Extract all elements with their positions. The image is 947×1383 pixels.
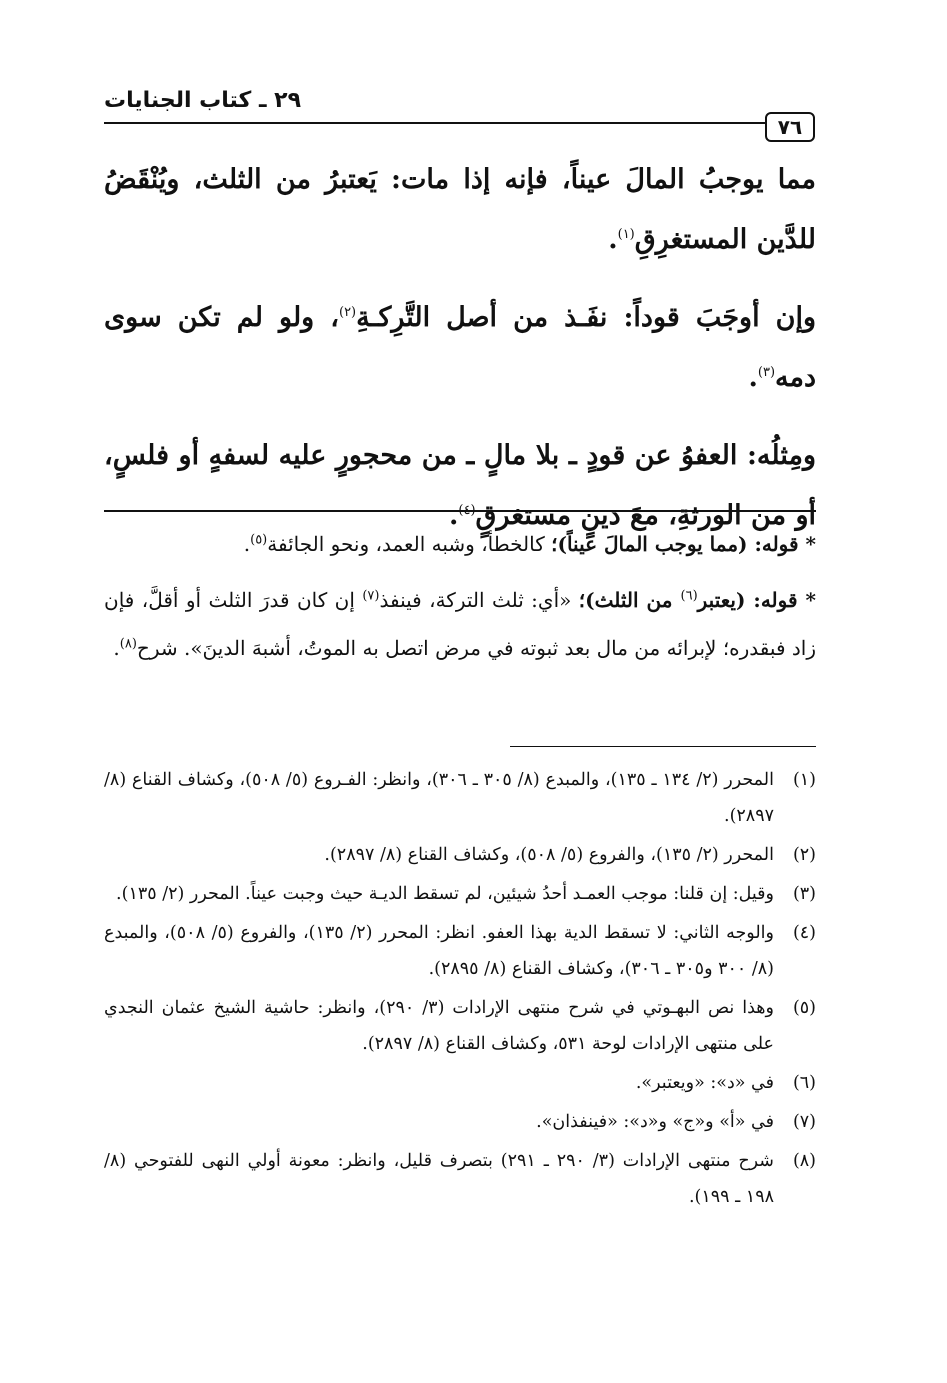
footnote-ref: (٢) [338,305,357,320]
footnotes [104,762,816,1218]
footnote-number: (٥) [792,998,816,1018]
footnote-text: شرح منتهى الإرادات (٣/ ٢٩٠ ـ ٢٩١) بتصرف قليل، وانظر: معونة أولي النهى للفتوحي (٨/ ١٩٨ ـ ١٩٩). [104,1151,774,1207]
commentary [104,520,816,672]
footnote-ref: (١) [617,227,635,242]
main-paragraph-1 [104,150,816,270]
footnote-text: في «د»: «ويعتبر». [635,1073,774,1093]
footnote [104,915,816,987]
footnote-ref: (٣) [757,365,776,380]
footnote-ref: (٨) [119,636,137,652]
footnote-number: (٢) [792,845,816,865]
footnote [104,762,816,834]
footnote-text: المحرر (٢/ ١٣٥)، والفروع (٥/ ٥٠٨)، وكشاف القناع (٨/ ٢٨٩٧). [324,845,774,865]
footnote-text: وهذا نص البهـوتي في شرح منتهى الإرادات (٣/ ٢٩٠)، وانظر: حاشية الشيخ عثمان النجدي على منتهى الإرادات لوحة ٥٣١، وكشاف القناع (٨/ ٢٨٩٧). [104,998,774,1054]
commentary-text: . [243,532,251,556]
main-text-span: ، ولو لم تكن سوى دمه [104,302,816,393]
main-paragraph-2 [104,288,816,408]
footnote [104,876,816,912]
footnote-text: المحرر (٢/ ١٣٤ ـ ١٣٥)، والمبدع (٨/ ٣٠٥ ـ ٣٠٦)، وانظر: الفـروع (٥/ ٥٠٨)، وكشاف القناع (٨/ ٢٨٩٧). [104,770,774,826]
footnote-number: (٦) [792,1073,816,1093]
commentary-lead: من الثلث)؛ [578,588,681,612]
header-rule [104,122,766,124]
footnote [104,1143,816,1215]
page-number: ٧٦ [765,112,815,142]
footnote-number: (٨) [792,1151,816,1171]
footnote-text: والوجه الثاني: لا تسقط الدية بهذا العفو. انظر: المحرر (٢/ ١٣٥)، والفروع (٥/ ٥٠٨)، والمبدع (٨/ ٣٠٠ و٣٠٥ ـ ٣٠٦)، وكشاف القناع (٨/ ٢٨٩٥). [104,923,774,979]
commentary-lead: * قوله: (يعتبر [697,588,816,612]
commentary-paragraph-1 [104,520,816,568]
footnote-number: (٣) [792,884,816,904]
footnote-rule [510,746,816,747]
commentary-rule [104,510,816,512]
commentary-text: إن كان قدرَ الثلث أو أقلَّ، فإن زاد فبقدره؛ لإبرائه من مال بعد ثبوته في مرض اتصل به الموتُ، أشبهَ الدينَ». شرح [104,588,816,660]
footnote-text: وقيل: إن قلنا: موجب العمـد أحدُ شيئين، لم تسقط الديـة حيث وجبت عيناً. المحرر (٢/ ١٣٥). [116,884,774,904]
footnote [104,837,816,873]
main-text-span: وإن أوجَبَ قوداً: نفَـذ من أصل التَّرِكـةِ [356,302,816,333]
commentary-text: . [113,636,120,660]
commentary-lead: * قوله: (مما يوجب المالَ عيناً)؛ [551,532,816,556]
footnote-text: في «أ» و«ج» و«د»: «فينفذان». [536,1112,774,1132]
footnote-ref: (٤) [458,503,476,518]
footnote-number: (٤) [792,923,816,943]
main-text-span: مما يوجبُ المالَ عيناً، فإنه إذا مات: يَعتبرُ من الثلث، ويُنْقَضُ للدَّين المستغرِقِ [104,164,816,255]
footnote [104,1104,816,1140]
footnote [104,1065,816,1101]
main-text-span: . [748,362,758,393]
footnote-number: (١) [792,770,816,790]
main-text-span: ومِثلُه: العفوُ عن قودٍ ـ بلا مالٍ ـ من محجورٍ عليه لسفهٍ أو فلسٍ، أو من الورثةِ، معَ دينٍ مستغرقٍ [104,440,816,531]
footnote [104,990,816,1062]
commentary-text: كالخطأ، وشبه العمد، ونحو الجائفة [267,532,552,556]
running-title: ٢٩ ـ كتاب الجنايات [104,88,302,113]
footnote-ref: (٦) [680,588,698,604]
main-text-span: . [448,500,459,531]
main-text [104,150,816,546]
main-text-span: . [608,224,618,255]
commentary-paragraph-2 [104,576,816,672]
footnote-ref: (٥) [250,532,268,548]
commentary-text: «أي: ثلث التركة، فينفذ [379,588,579,612]
footnote-number: (٧) [792,1112,816,1132]
footnote-ref: (٧) [362,588,380,604]
